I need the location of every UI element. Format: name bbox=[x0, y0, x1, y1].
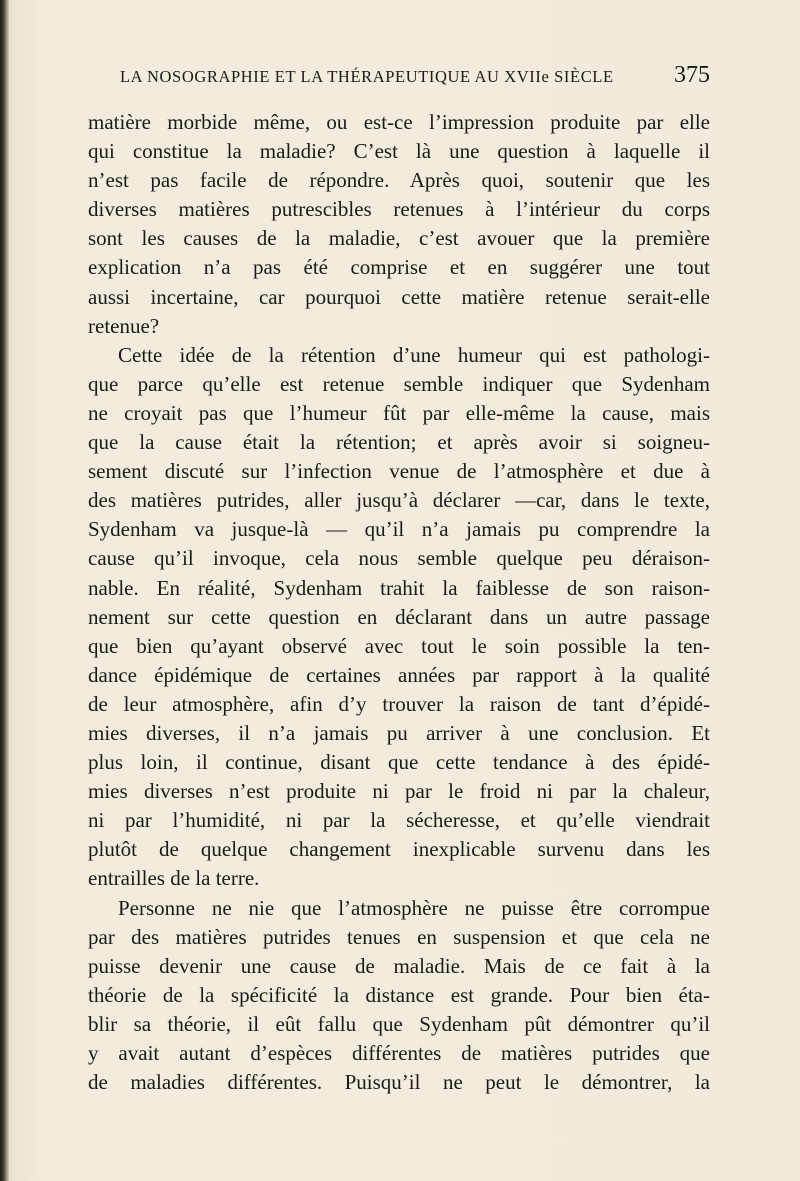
page-number: 375 bbox=[674, 62, 710, 88]
text-line: matière morbide même, ou est-ce l’impression produite par elle bbox=[88, 110, 710, 134]
text-line: n’est pas facile de répondre. Après quoi, soutenir que les bbox=[88, 168, 710, 193]
text-line: Sydenham va jusque-là — qu’il n’a jamais pu comprendre la bbox=[88, 517, 710, 542]
text-line: que parce qu’elle est retenue semble indiquer que Sydenham bbox=[88, 371, 710, 396]
text-line: sement discuté sur l’infection venue de l’atmosphère et due à bbox=[88, 459, 710, 484]
text-line: des matières putrides, aller jusqu’à déclarer —car, dans le texte, bbox=[88, 488, 710, 513]
text-line: que bien qu’ayant observé avec tout le soin possible la ten- bbox=[88, 633, 710, 658]
text-line: explication n’a pas été comprise et en suggérer une tout bbox=[88, 255, 710, 280]
text-line: théorie de la spécificité la distance est grande. Pour bien éta- bbox=[88, 982, 710, 1007]
text-line: cause qu’il invoque, cela nous semble quelque peu déraison- bbox=[88, 546, 710, 571]
text-line: de leur atmosphère, afin d’y trouver la raison de tant d’épidé- bbox=[88, 691, 710, 716]
text-line: par des matières putrides tenues en suspension et que cela ne bbox=[88, 924, 710, 949]
book-binding-edge bbox=[0, 0, 9, 1181]
text-line: nable. En réalité, Sydenham trahit la faiblesse de son raison- bbox=[88, 575, 710, 600]
paragraph-start-line: Cette idée de la rétention d’une humeur qui est pathologi- bbox=[118, 342, 710, 367]
text-line: plutôt de quelque changement inexplicable survenu dans les bbox=[88, 837, 710, 862]
running-title: LA NOSOGRAPHIE ET LA THÉRAPEUTIQUE AU XVIIe SIÈCLE bbox=[120, 67, 614, 86]
text-line: puisse devenir une cause de maladie. Mais de ce fait à la bbox=[88, 953, 710, 978]
text-line: ne croyait pas que l’humeur fût par elle-même la cause, mais bbox=[88, 400, 710, 425]
text-line: que la cause était la rétention; et après avoir si soigneu- bbox=[88, 430, 710, 455]
text-line: sont les causes de la maladie, c’est avouer que la première bbox=[88, 226, 710, 251]
text-line: nement sur cette question en déclarant dans un autre passage bbox=[88, 604, 710, 629]
text-line: aussi incertaine, car pourquoi cette matière retenue serait-elle bbox=[88, 284, 710, 309]
text-line: plus loin, il continue, disant que cette tendance à des épidé- bbox=[88, 750, 710, 775]
text-line: blir sa théorie, il eût fallu que Sydenham pût démontrer qu’il bbox=[88, 1011, 710, 1036]
text-line: entrailles de la terre. bbox=[88, 866, 260, 891]
text-line: dance épidémique de certaines années par rapport à la qualité bbox=[88, 662, 710, 687]
text-line: de maladies différentes. Puisqu’il ne peut le démontrer, la bbox=[88, 1070, 710, 1095]
text-line: mies diverses n’est produite ni par le froid ni par la chaleur, bbox=[88, 779, 710, 804]
text-line: retenue? bbox=[88, 313, 160, 338]
body-text bbox=[88, 108, 710, 1097]
text-line: diverses matières putrescibles retenues à l’intérieur du corps bbox=[88, 197, 710, 222]
text-line: y avait autant d’espèces différentes de matières putrides que bbox=[88, 1041, 710, 1065]
running-head bbox=[120, 62, 710, 92]
text-line: ni par l’humidité, ni par la sécheresse, et qu’elle viendrait bbox=[88, 808, 710, 833]
text-line: mies diverses, il n’a jamais pu arriver à une conclusion. Et bbox=[88, 720, 710, 745]
text-line: qui constitue la maladie? C’est là une question à laquelle il bbox=[88, 139, 710, 164]
paragraph-start-line: Personne ne nie que l’atmosphère ne puisse être corrompue bbox=[118, 895, 710, 920]
